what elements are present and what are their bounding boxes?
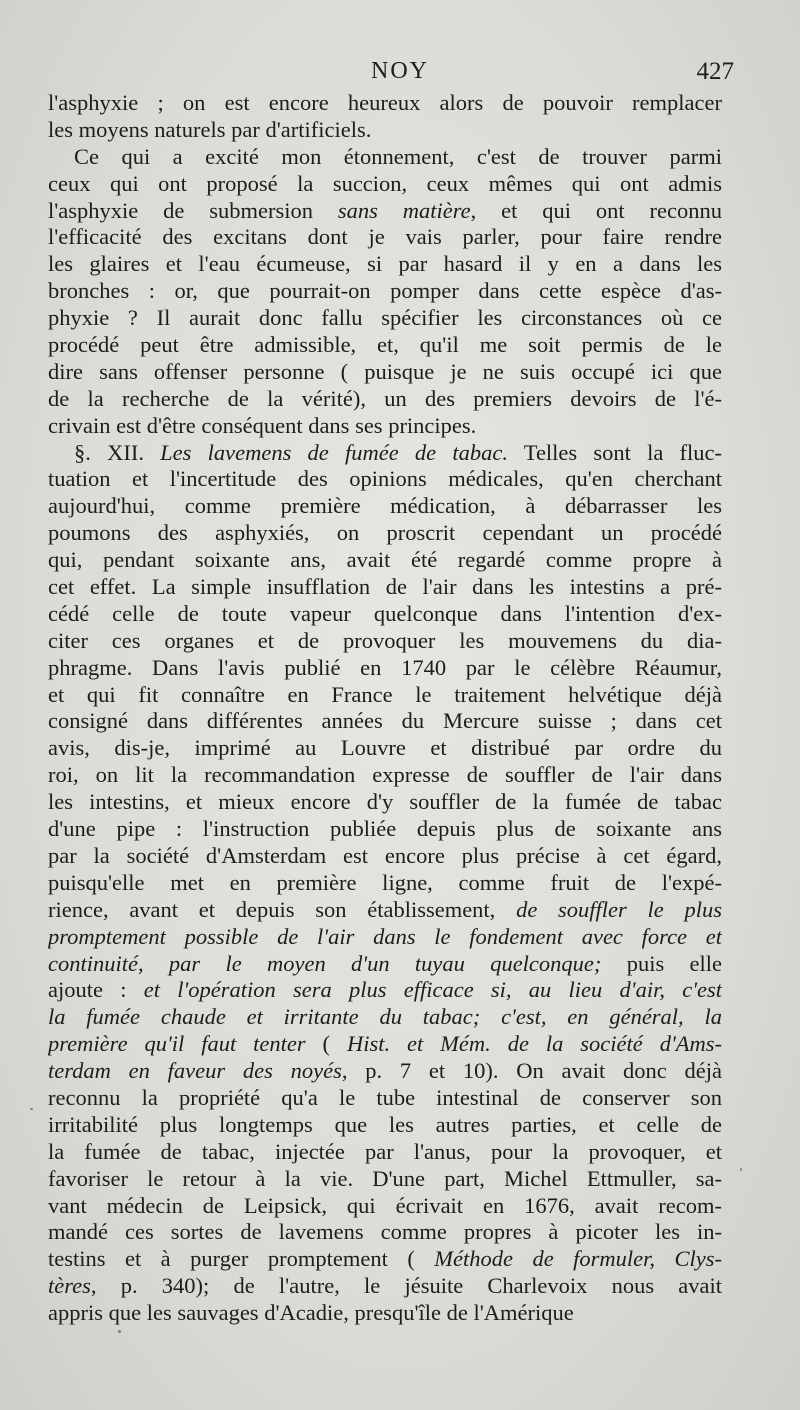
text-line xyxy=(48,1058,722,1085)
body-text xyxy=(48,90,722,1327)
text-run: l'efficacité des excitans dont je vais parler, pour faire rendre xyxy=(48,224,722,250)
text-run: appris que les sauvages d'Acadie, presqu'île de l'Amérique xyxy=(48,1300,574,1326)
text-line xyxy=(48,735,722,762)
italic-run: première qu'il faut tenter xyxy=(48,1031,306,1057)
text-line xyxy=(48,951,722,978)
text-line xyxy=(48,224,722,251)
text-run: reconnu la propriété qu'a le tube intestinal de conserver son xyxy=(48,1084,722,1110)
text-line xyxy=(48,332,722,359)
text-line xyxy=(48,198,722,225)
text-run: cet effet. La simple insufflation de l'air dans les intestins a pré- xyxy=(48,574,722,600)
italic-run: tères xyxy=(48,1273,91,1299)
text-run: l'asphyxie de submersion xyxy=(48,197,338,223)
text-line xyxy=(48,520,722,547)
text-line xyxy=(48,843,722,870)
text-line xyxy=(48,816,722,843)
text-run: avis, dis-je, imprimé au Louvre et distribué par ordre du xyxy=(48,735,722,761)
text-run: phragme. Dans l'avis publié en 1740 par le célèbre Réaumur, xyxy=(48,654,722,680)
text-run: les intestins, et mieux encore d'y souffler de la fumée de tabac xyxy=(48,789,722,815)
text-run: aujourd'hui, comme première médication, à débarrasser les xyxy=(48,493,722,519)
text-line xyxy=(48,977,722,1004)
text-line xyxy=(48,870,722,897)
text-line xyxy=(48,493,722,520)
text-run: ajoute : xyxy=(48,977,144,1003)
italic-run: terdam en faveur des noyés xyxy=(48,1058,342,1084)
text-run: poumons des asphyxiés, on proscrit cependant un procédé xyxy=(48,520,722,546)
running-head: NOY xyxy=(371,58,429,84)
text-line xyxy=(48,251,722,278)
text-line xyxy=(48,1193,722,1220)
text-run: puis elle xyxy=(601,950,722,976)
text-run: les moyens naturels par d'artificiels. xyxy=(48,116,372,142)
text-run: vant médecin de Leipsick, qui écrivait en 1676, avait recom- xyxy=(48,1192,722,1218)
text-run: ceux qui ont proposé la succion, ceux mêmes qui ont admis xyxy=(48,170,722,196)
text-run: dire sans offenser personne ( puisque je ne suis occupé ici que xyxy=(48,358,722,384)
page-header xyxy=(0,58,800,90)
text-run: rience, avant et depuis son établissement, xyxy=(48,896,517,922)
text-run: irritabilité plus longtemps que les autres parties, et celle de xyxy=(48,1111,722,1137)
text-run: mandé ces sortes de lavemens comme propres à picoter les in- xyxy=(48,1219,722,1245)
text-line xyxy=(48,897,722,924)
text-line xyxy=(48,1246,722,1273)
text-run: favoriser le retour à la vie. D'une part, Michel Ettmuller, sa- xyxy=(48,1165,722,1191)
text-line xyxy=(48,708,722,735)
text-run: consigné dans différentes années du Mercure suisse ; dans cet xyxy=(48,708,722,734)
paper-speck xyxy=(118,1330,121,1333)
text-run: , p. 7 et 10). On avait donc déjà xyxy=(341,1058,722,1084)
text-run: par la société d'Amsterdam est encore plus précise à cet égard, xyxy=(48,842,722,868)
text-line xyxy=(48,1112,722,1139)
text-run: phyxie ? Il aurait donc fallu spécifier les circonstances où ce xyxy=(48,305,722,331)
text-run: §. XII. xyxy=(74,439,161,465)
text-run: , p. 340); de l'autre, le jésuite Charlevoix nous avait xyxy=(90,1273,722,1299)
text-line xyxy=(48,171,722,198)
text-run: testins et à purger promptement ( xyxy=(48,1246,435,1272)
text-line xyxy=(48,117,722,144)
text-line xyxy=(48,924,722,951)
text-run: Telles sont la fluc- xyxy=(507,439,722,465)
text-line xyxy=(48,601,722,628)
text-line xyxy=(48,278,722,305)
text-run: , et qui ont reconnu xyxy=(470,197,722,223)
text-line xyxy=(48,789,722,816)
text-run: bronches : or, que pourrait-on pomper dans cette espèce d'as- xyxy=(48,278,722,304)
italic-run: promptement possible de l'air dans le fondement avec force et xyxy=(48,923,722,949)
text-line xyxy=(48,655,722,682)
text-line xyxy=(48,1031,722,1058)
text-run: puisqu'elle met en première ligne, comme fruit de l'expé- xyxy=(48,869,722,895)
text-line xyxy=(48,1085,722,1112)
text-line xyxy=(48,466,722,493)
text-run: tuation et l'incertitude des opinions médicales, qu'en cherchant xyxy=(48,466,722,492)
italic-run: la fumée chaude et irritante du tabac; c'est, en général, la xyxy=(48,1004,722,1030)
text-line xyxy=(48,305,722,332)
italic-run: sans matière xyxy=(337,197,471,223)
paper-speck xyxy=(740,1168,742,1171)
text-line xyxy=(48,628,722,655)
text-run: et qui fit connaître en France le traitement helvétique déjà xyxy=(48,681,722,707)
text-line xyxy=(48,359,722,386)
italic-run: continuité, par le moyen d'un tuyau quelconque; xyxy=(48,950,602,976)
text-line xyxy=(48,1139,722,1166)
text-run: la fumée de tabac, injectée par l'anus, pour la provoquer, et xyxy=(48,1138,722,1164)
text-line xyxy=(48,1300,722,1327)
text-run: cédé celle de toute vapeur quelconque dans l'intention d'ex- xyxy=(48,600,722,626)
text-line xyxy=(48,144,722,171)
text-line xyxy=(48,413,722,440)
italic-run: Les lavemens de fumée de tabac. xyxy=(160,439,508,465)
text-run: qui, pendant soixante ans, avait été regardé comme propre à xyxy=(48,547,722,573)
text-line xyxy=(48,90,722,117)
page-number: 427 xyxy=(696,58,734,85)
text-line xyxy=(48,762,722,789)
text-run: Ce qui a excité mon étonnement, c'est de trouver parmi xyxy=(74,143,722,169)
text-run: l'asphyxie ; on est encore heureux alors de pouvoir remplacer xyxy=(48,90,722,115)
italic-run: Méthode de formuler, Clys- xyxy=(434,1246,722,1272)
text-line xyxy=(48,574,722,601)
italic-run: de souffler le plus xyxy=(516,896,722,922)
italic-run: Hist. et Mém. de la société d'Ams- xyxy=(346,1031,722,1057)
paper-speck xyxy=(30,1108,33,1110)
text-line xyxy=(48,1273,722,1300)
text-run: crivain est d'être conséquent dans ses principes. xyxy=(48,412,477,438)
text-line xyxy=(48,547,722,574)
text-run: les glaires et l'eau écumeuse, si par hasard il y en a dans les xyxy=(48,251,722,277)
text-line xyxy=(48,386,722,413)
italic-run: et l'opération sera plus efficace si, au lieu d'air, c'est xyxy=(143,977,722,1003)
text-line xyxy=(48,1219,722,1246)
text-line xyxy=(48,1004,722,1031)
text-run: citer ces organes et de provoquer les mouvemens du dia- xyxy=(48,627,722,653)
text-run: roi, on lit la recommandation expresse de souffler de l'air dans xyxy=(48,762,722,788)
text-run: ( xyxy=(305,1031,347,1057)
text-run: de la recherche de la vérité), un des premiers devoirs de l'é- xyxy=(48,385,722,411)
text-line xyxy=(48,440,722,467)
text-line xyxy=(48,682,722,709)
text-run: d'une pipe : l'instruction publiée depuis plus de soixante ans xyxy=(48,816,722,842)
text-run: procédé peut être admissible, et, qu'il me soit permis de le xyxy=(48,332,722,358)
text-line xyxy=(48,1166,722,1193)
